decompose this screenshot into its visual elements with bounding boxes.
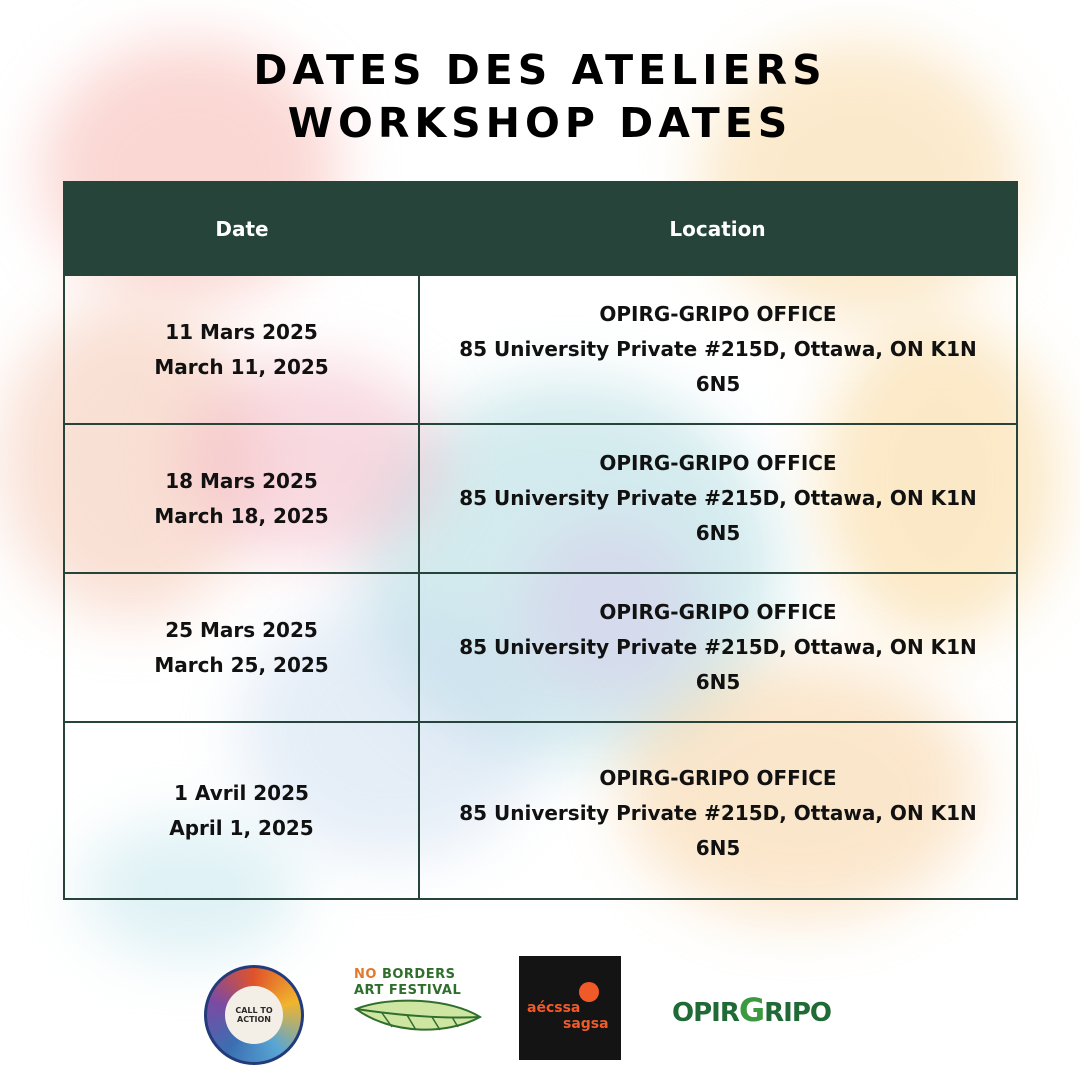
location-cell [420,276,1016,423]
location-postal: 6N5 [695,372,741,396]
aecssa-sagsa-logo [519,956,621,1060]
location-name: OPIRG-GRIPO OFFICE [599,600,837,624]
workshop-dates-table [63,181,1018,900]
no-borders-art-festival-logo [352,965,487,1045]
date-cell [65,425,420,572]
table-header [65,183,1016,274]
location-name: OPIRG-GRIPO OFFICE [599,451,837,475]
date-en: April 1, 2025 [169,815,314,840]
date-en: March 11, 2025 [154,354,329,379]
leaf-icon [352,997,482,1037]
gripo-g: G [738,991,765,1029]
no-borders-borders: BORDERS [376,967,456,982]
sponsor-logos [0,955,1080,1065]
date-cell [65,574,420,721]
date-fr: 25 Mars 2025 [165,617,318,642]
table-row [65,274,1016,423]
location-postal: 6N5 [695,521,741,545]
location-cell [420,425,1016,572]
table-row [65,572,1016,721]
call-to-action-logo [204,965,304,1065]
sagsa-text: sagsa [563,1016,609,1032]
call-to-action-logo-text: CALL TO ACTION [225,986,283,1044]
location-postal: 6N5 [695,836,741,860]
title-fr: DATES DES ATELIERS [253,46,827,94]
gripo-text: RIPO [764,998,831,1028]
date-fr: 1 Avril 2025 [174,780,309,805]
location-cell [420,723,1016,898]
location-cell [420,574,1016,721]
location-address: 85 University Private #215D, Ottawa, ON K1N [459,801,977,825]
table-row [65,721,1016,898]
no-borders-no: NO [354,967,377,982]
date-fr: 11 Mars 2025 [165,319,318,344]
location-name: OPIRG-GRIPO OFFICE [599,302,837,326]
title-en: WORKSHOP DATES [287,99,793,147]
location-address: 85 University Private #215D, Ottawa, ON K1N [459,486,977,510]
table-row [65,423,1016,572]
location-name: OPIRG-GRIPO OFFICE [599,766,837,790]
header-location: Location [669,216,766,241]
location-address: 85 University Private #215D, Ottawa, ON K1N [459,337,977,361]
house-badge-icon [579,982,599,1002]
location-postal: 6N5 [695,670,741,694]
header-date: Date [215,216,269,241]
location-address: 85 University Private #215D, Ottawa, ON K1N [459,635,977,659]
date-cell [65,723,420,898]
date-cell [65,276,420,423]
no-borders-art-festival: ART FESTIVAL [354,983,462,998]
opirg-gripo-logo [672,991,832,1031]
date-en: March 18, 2025 [154,503,329,528]
date-fr: 18 Mars 2025 [165,468,318,493]
date-en: March 25, 2025 [154,652,329,677]
aecssa-text: aécssa [527,1000,581,1016]
opirg-text: OPIR [672,998,739,1028]
